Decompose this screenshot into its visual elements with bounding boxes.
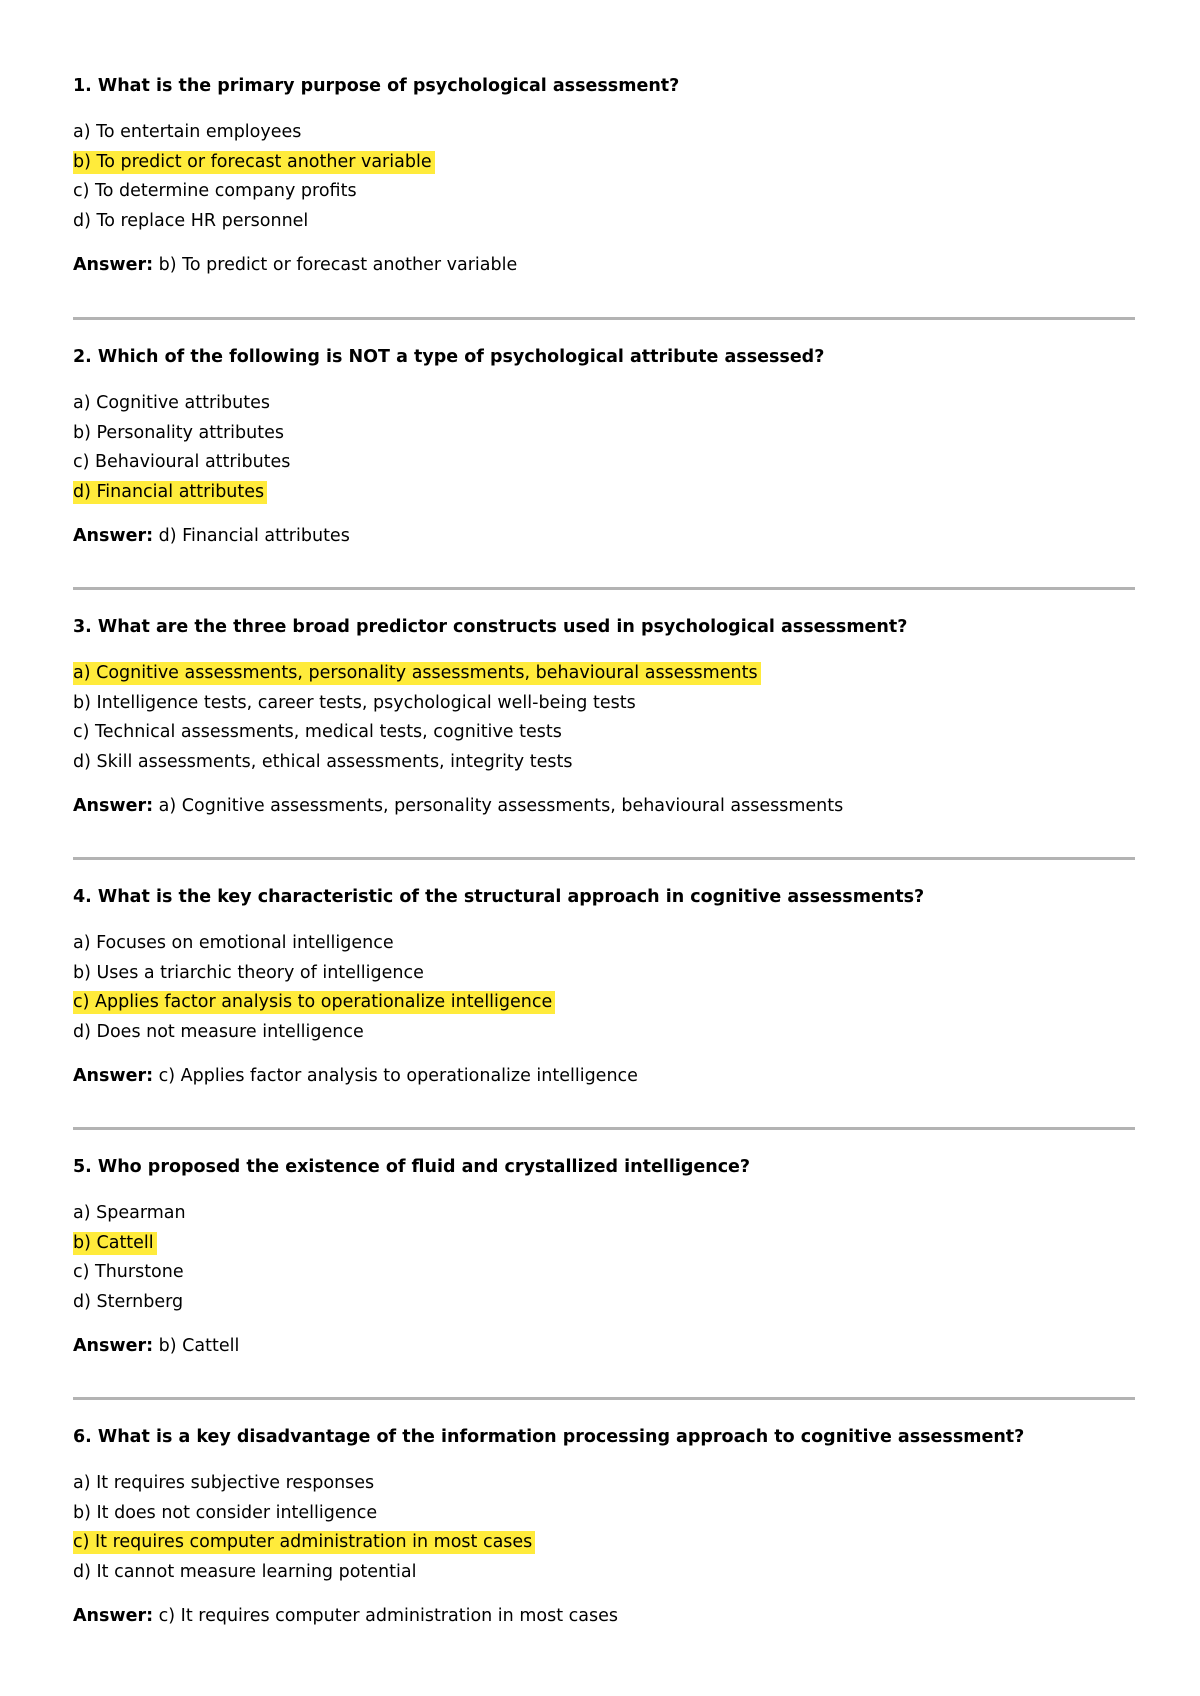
section-divider xyxy=(73,1127,1135,1130)
option-c xyxy=(73,1530,1135,1560)
options-list xyxy=(73,931,1135,1049)
option-text: a) Cognitive attributes xyxy=(73,393,270,413)
highlighted-correct-option: d) Financial attributes xyxy=(73,481,267,504)
option-d xyxy=(73,1290,1135,1320)
option-a xyxy=(73,1201,1135,1231)
answer-line xyxy=(73,1064,1135,1088)
option-text: a) To entertain employees xyxy=(73,122,302,142)
option-c xyxy=(73,990,1135,1020)
option-text: a) It requires subjective responses xyxy=(73,1473,375,1493)
question-title: 6. What is a key disadvantage of the information processing approach to cognitive assessment? xyxy=(73,1427,1025,1447)
answer-text: b) To predict or forecast another variable xyxy=(158,255,518,275)
option-text: c) Behavioural attributes xyxy=(73,452,291,472)
answer-line xyxy=(73,1604,1135,1628)
option-text: d) Sternberg xyxy=(73,1291,184,1312)
option-d xyxy=(73,480,1135,510)
options-list xyxy=(73,1201,1135,1319)
option-b xyxy=(73,961,1135,991)
answer-line xyxy=(73,1334,1135,1358)
option-text: b) Personality attributes xyxy=(73,422,284,443)
option-b xyxy=(73,421,1135,451)
question-block-5 xyxy=(73,1155,1135,1358)
option-d xyxy=(73,1560,1135,1590)
highlighted-correct-option: a) Cognitive assessments, personality assessments, behavioural assessments xyxy=(73,662,761,685)
option-text: c) To determine company profits xyxy=(73,181,357,201)
question-title: 3. What are the three broad predictor constructs used in psychological assessment? xyxy=(73,617,908,637)
section-divider xyxy=(73,317,1135,320)
option-a xyxy=(73,120,1135,150)
answer-line xyxy=(73,524,1135,548)
question-title: 2. Which of the following is NOT a type of psychological attribute assessed? xyxy=(73,347,825,367)
options-list xyxy=(73,1471,1135,1589)
section-divider xyxy=(73,1397,1135,1400)
highlighted-correct-option: b) To predict or forecast another variable xyxy=(73,151,435,174)
question-title: 1. What is the primary purpose of psychological assessment? xyxy=(73,76,680,96)
option-b xyxy=(73,691,1135,721)
section-divider xyxy=(73,857,1135,860)
answer-label: Answer: xyxy=(73,796,154,816)
question-block-1 xyxy=(73,74,1135,277)
option-text: d) Skill assessments, ethical assessments, integrity tests xyxy=(73,751,573,772)
option-a xyxy=(73,391,1135,421)
options-list xyxy=(73,120,1135,238)
option-d xyxy=(73,1020,1135,1050)
option-d xyxy=(73,209,1135,239)
option-a xyxy=(73,931,1135,961)
highlighted-correct-option: c) Applies factor analysis to operationalize intelligence xyxy=(73,991,555,1014)
answer-label: Answer: xyxy=(73,1606,154,1626)
option-c xyxy=(73,1260,1135,1290)
answer-text: c) It requires computer administration in most cases xyxy=(158,1606,618,1626)
answer-text: d) Financial attributes xyxy=(158,526,350,546)
question-title: 4. What is the key characteristic of the structural approach in cognitive assessments? xyxy=(73,887,925,907)
answer-label: Answer: xyxy=(73,1066,154,1086)
question-title: 5. Who proposed the existence of fluid and crystallized intelligence? xyxy=(73,1157,751,1177)
option-b xyxy=(73,150,1135,180)
option-text: b) Uses a triarchic theory of intelligence xyxy=(73,962,424,983)
option-b xyxy=(73,1231,1135,1261)
answer-text: b) Cattell xyxy=(158,1336,240,1356)
answer-label: Answer: xyxy=(73,526,154,546)
option-text: d) It cannot measure learning potential xyxy=(73,1561,417,1582)
option-text: b) It does not consider intelligence xyxy=(73,1502,378,1523)
option-b xyxy=(73,1501,1135,1531)
option-text: c) Technical assessments, medical tests, cognitive tests xyxy=(73,722,562,742)
highlighted-correct-option: b) Cattell xyxy=(73,1232,157,1255)
option-text: d) To replace HR personnel xyxy=(73,210,309,231)
question-block-2 xyxy=(73,345,1135,548)
options-list xyxy=(73,661,1135,779)
question-block-3 xyxy=(73,615,1135,818)
answer-line xyxy=(73,794,1135,818)
option-text: b) Intelligence tests, career tests, psychological well-being tests xyxy=(73,692,636,713)
question-block-6 xyxy=(73,1425,1135,1628)
option-c xyxy=(73,450,1135,480)
highlighted-correct-option: c) It requires computer administration in most cases xyxy=(73,1531,535,1554)
option-c xyxy=(73,179,1135,209)
answer-line xyxy=(73,253,1135,277)
option-text: a) Spearman xyxy=(73,1203,186,1223)
section-divider xyxy=(73,587,1135,590)
answer-label: Answer: xyxy=(73,1336,154,1356)
option-text: a) Focuses on emotional intelligence xyxy=(73,933,394,953)
answer-label: Answer: xyxy=(73,255,154,275)
option-text: c) Thurstone xyxy=(73,1262,184,1282)
answer-text: a) Cognitive assessments, personality assessments, behavioural assessments xyxy=(158,796,844,816)
option-a xyxy=(73,661,1135,691)
option-d xyxy=(73,750,1135,780)
option-text: d) Does not measure intelligence xyxy=(73,1021,364,1042)
question-block-4 xyxy=(73,885,1135,1088)
option-c xyxy=(73,720,1135,750)
option-a xyxy=(73,1471,1135,1501)
options-list xyxy=(73,391,1135,509)
answer-text: c) Applies factor analysis to operationalize intelligence xyxy=(158,1066,638,1086)
